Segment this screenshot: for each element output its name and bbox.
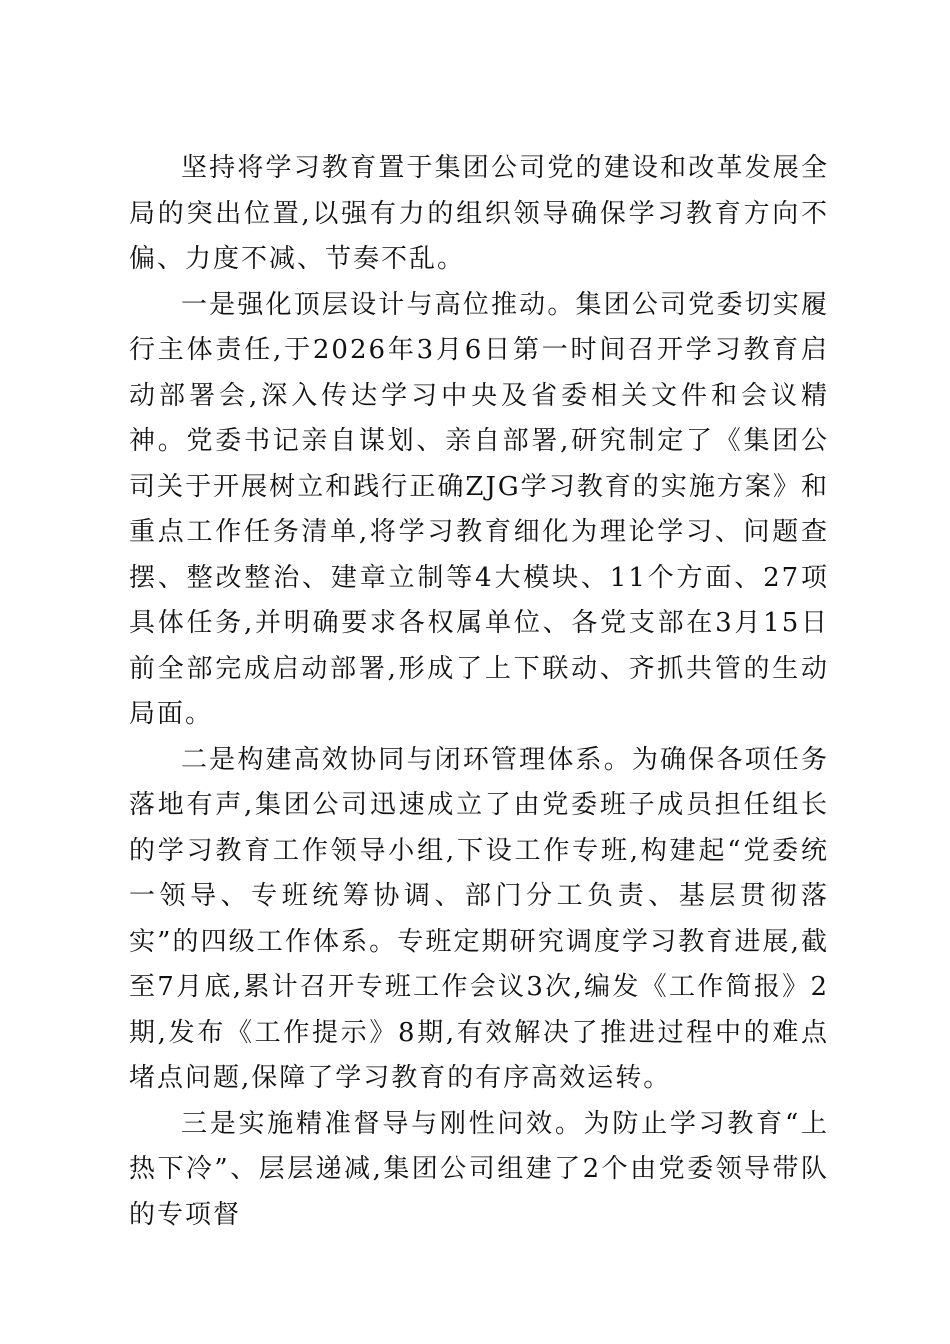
paragraph-intro: 坚持将学习教育置于集团公司党的建设和改革发展全局的突出位置,以强有力的组织领导确保学习教育方向不偏、力度不减、节奏不乱。 bbox=[129, 153, 829, 274]
paragraph-coordination-system: 二是构建高效协同与闭环管理体系。为确保各项任务落地有声,集团公司迅速成立了由党委班子成员担任组长的学习教育工作领导小组,下设工作专班,构建起“党委统一领导、专班统筹协调、部门分工负责、基层贯彻落实”的四级工作体系。专班定期研究调度学习教育进展,截至7月底,累计召开专班工作会议3次,编发《工作简报》2期,发布《工作提示》8期,有效解决了推进过程中的难点堵点问题,保障了学习教育的有序高效运转。 bbox=[129, 744, 829, 1093]
paragraph-top-level-design: 一是强化顶层设计与高位推动。集团公司党委切实履行主体责任,于2026年3月6日第一时间召开学习教育启动部署会,深入传达学习中央及省委相关文件和会议精神。党委书记亲自谋划、亲自部署,研究制定了《集团公司关于开展树立和践行正确ZJG学习教育的实施方案》和重点工作任务清单,将学习教育细化为理论学习、问题查摆、整改整治、建章立制等4大模块、11个方面、27项具体任务,并明确要求各权属单位、各党支部在3月15日前全部完成启动部署,形成了上下联动、齐抓共管的生动局面。 bbox=[129, 289, 829, 729]
paragraph-supervision: 三是实施精准督导与刚性问效。为防止学习教育“上热下冷”、层层递减,集团公司组建了2个由党委领导带队的专项督 bbox=[129, 1108, 829, 1230]
document-body bbox=[129, 146, 829, 1238]
